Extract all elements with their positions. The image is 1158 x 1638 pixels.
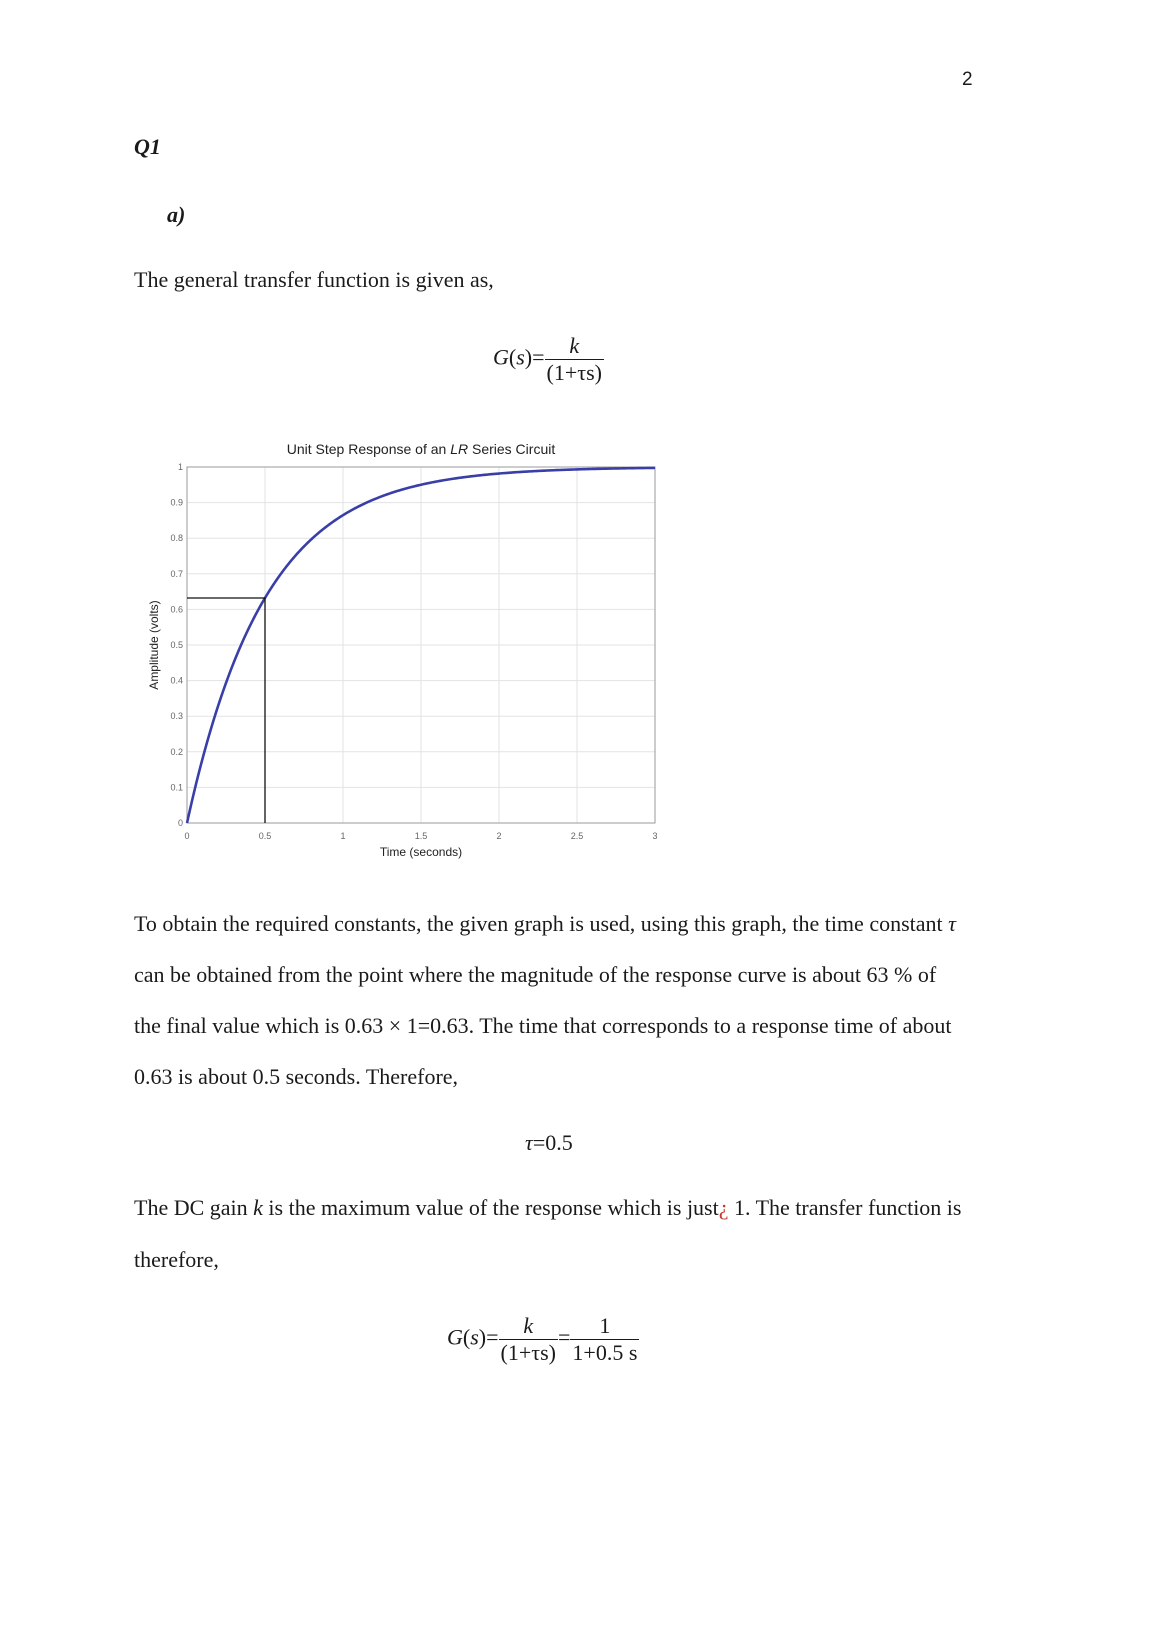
eq3-numerator-2: 1 <box>599 1313 611 1338</box>
y-tick-label: 0.2 <box>170 746 183 757</box>
equation-transfer-general: G(s)= $\frac{k}{(1+\tau s)}$ <box>493 333 602 385</box>
para2-line2: therefore, <box>134 1247 219 1272</box>
eq3-arg: s <box>470 1324 479 1350</box>
eq3-fraction-2 <box>570 1313 639 1366</box>
y-tick-label: 0.7 <box>170 568 183 579</box>
chart-title-em: LR <box>450 441 469 457</box>
part-label: a) <box>167 202 186 227</box>
value-063: 0.63 <box>134 1064 173 1089</box>
equation-transfer-final: G(s)= $\frac{k}{(1+\tau s)}$ = $\frac{1}{1+0.5 s}$ <box>447 1313 638 1365</box>
x-tick-label: 1.5 <box>414 831 428 841</box>
chart-title <box>287 441 556 457</box>
step-response-chart <box>140 432 670 864</box>
equation-tau <box>525 1130 573 1156</box>
inline-math-product: 0.63 × 1=0.63 <box>344 1013 469 1038</box>
eq3-equals-1: = <box>486 1324 499 1350</box>
eq1-numerator: k <box>569 333 580 358</box>
y-tick-label: 0 <box>177 818 183 828</box>
tau-symbol: τ <box>948 911 957 936</box>
eq3-fraction-1 <box>499 1313 558 1366</box>
intro-text: The general transfer function is given as, <box>134 267 494 292</box>
para1-line3: the final value which is 0.63 × 1=0.63. The time that corresponds to a response time of about <box>134 1013 952 1038</box>
eq3-lhs: G <box>447 1324 463 1350</box>
y-tick-label: 0.3 <box>170 711 183 722</box>
eq3-denominator-1: (1+τs) <box>500 1340 556 1365</box>
x-tick-label: 1 <box>340 831 346 841</box>
x-tick-label: 2 <box>496 831 502 841</box>
para1-line4: 0.63 is about 0.5 seconds. Therefore, <box>134 1064 459 1089</box>
y-tick-label: 0.5 <box>170 640 183 650</box>
y-tick-label: 0.1 <box>170 782 183 793</box>
eq1-lhs: G <box>493 344 509 370</box>
time-constant-marker <box>187 598 265 823</box>
x-axis-label: Time (seconds) <box>379 845 463 859</box>
para1-line1: To obtain the required constants, the given graph is used, using this graph, the time constant τ <box>134 911 957 936</box>
y-axis-label: Amplitude (volts) <box>147 600 161 690</box>
eq1-denominator: (1+τs) <box>546 360 602 385</box>
eq3-numerator-1: k <box>523 1313 534 1338</box>
x-tick-label: 2.5 <box>570 831 584 841</box>
para2-line1: The DC gain k is the maximum value of the response which is just¿ 1. The transfer function is <box>134 1195 962 1220</box>
eq1-equals: = <box>532 344 545 370</box>
chart-title-post: Series Circuit <box>468 441 556 457</box>
x-tick-label: 3 <box>652 831 658 841</box>
chart-grid <box>187 467 655 823</box>
y-tick-label: 1 <box>177 462 183 472</box>
k-symbol: k <box>253 1195 263 1220</box>
eq1-fraction <box>545 333 604 386</box>
eq2-tau: τ <box>525 1130 533 1155</box>
question-label: Q1 <box>134 134 161 159</box>
chart-title-pre: Unit Step Response of an <box>286 441 451 457</box>
y-tick-label: 0.8 <box>170 533 183 544</box>
stray-glyph: ¿ <box>718 1195 729 1220</box>
y-tick-label: 0.6 <box>170 604 183 615</box>
axis-ticks <box>170 462 657 841</box>
x-tick-label: 0.5 <box>258 831 272 841</box>
y-tick-label: 0.9 <box>170 497 183 508</box>
eq3-denominator-2: 1+0.5 s <box>572 1340 638 1365</box>
para1-line2: can be obtained from the point where the magnitude of the response curve is about 63 % of <box>134 962 937 987</box>
x-tick-label: 0 <box>184 831 190 841</box>
page-number: 2 <box>962 69 973 90</box>
percent-value: 63 % <box>866 962 913 987</box>
eq1-arg: s <box>516 344 525 370</box>
eq2-rhs: =0.5 <box>532 1130 573 1155</box>
value-05: 0.5 <box>252 1064 281 1089</box>
y-tick-label: 0.4 <box>170 675 183 686</box>
eq3-equals-2: = <box>558 1324 571 1350</box>
